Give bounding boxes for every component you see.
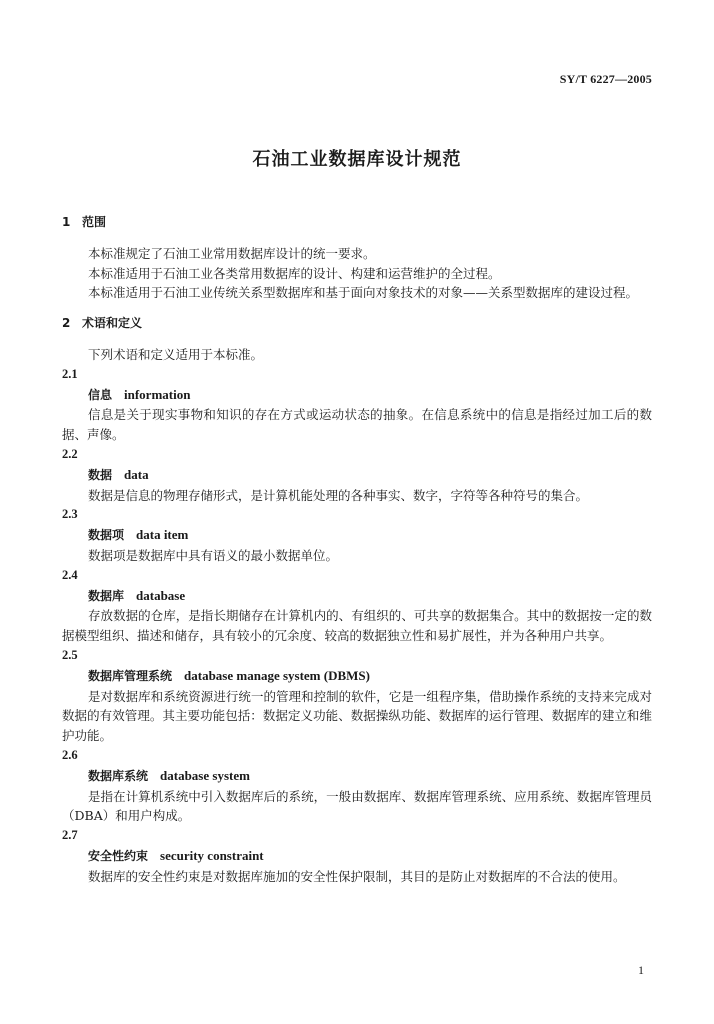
term-number: 2.6 xyxy=(62,747,78,762)
term-zh: 数据库 xyxy=(88,588,125,603)
term-definition: 存放数据的仓库，是指长期储存在计算机内的、有组织的、可共享的数据集合。其中的数据按一定的数据模型组织、描述和储存，具有较小的冗余度、较高的数据独立性和易扩展性，并为各种用户共享。 xyxy=(62,608,652,644)
term-en: database system xyxy=(160,767,250,783)
term-definition: 数据是信息的物理存储形式，是计算机能处理的各种事实、数字，字符等各种符号的集合。 xyxy=(88,487,589,503)
term-entry xyxy=(62,566,652,646)
document-body xyxy=(62,213,652,887)
section-heading xyxy=(62,314,652,334)
term-heading xyxy=(62,666,652,687)
section-number: 1 xyxy=(62,215,71,229)
term-heading xyxy=(62,385,652,406)
term-zh: 数据项 xyxy=(88,528,125,543)
term-en: data item xyxy=(136,527,189,543)
term-definition: 数据项是数据库中具有语义的最小数据单位。 xyxy=(88,547,339,563)
term-heading xyxy=(62,846,652,867)
term-entry xyxy=(62,746,652,826)
term-heading xyxy=(62,465,652,486)
term-zh: 数据库系统 xyxy=(88,768,149,783)
term-heading xyxy=(62,586,652,607)
paragraph: 本标准适用于石油工业传统关系型数据库和基于面向对象技术的对象——关系型数据库的建设过程。 xyxy=(88,285,639,301)
term-en: security constraint xyxy=(160,847,264,863)
term-en: data xyxy=(124,466,149,482)
term-heading xyxy=(62,525,652,546)
term-en: database manage system (DBMS) xyxy=(184,667,370,683)
term-definition: 数据库的安全性约束是对数据库施加的安全性保护限制，其目的是防止对数据库的不合法的使用。 xyxy=(88,868,626,884)
term-definition: 是对数据库和系统资源进行统一的管理和控制的软件，它是一组程序集，借助操作系统的支持来完成对数据的有效管理。其主要功能包括：数据定义功能、数据操纵功能、数据库的运行管理、数据库的建立和维护功能。 xyxy=(62,688,652,744)
section-title: 术语和定义 xyxy=(82,316,143,331)
term-en: information xyxy=(124,386,191,402)
paragraph: 本标准规定了石油工业常用数据库设计的统一要求。 xyxy=(88,245,376,261)
section-number: 2 xyxy=(62,316,71,331)
term-entry xyxy=(62,365,652,445)
term-entry xyxy=(62,646,652,746)
section-intro: 下列术语和定义适用于本标准。 xyxy=(88,346,264,362)
term-en: database xyxy=(136,587,186,603)
standard-code: SY/T 6227—2005 xyxy=(559,72,652,86)
term-number: 2.1 xyxy=(62,366,78,381)
term-definition: 信息是关于现实事物和知识的存在方式或运动状态的抽象。在信息系统中的信息是指经过加工后的数据、声像。 xyxy=(62,407,652,443)
term-number: 2.3 xyxy=(62,507,78,522)
section-heading xyxy=(62,213,652,233)
term-zh: 数据库管理系统 xyxy=(88,668,173,683)
paragraph: 本标准适用于石油工业各类常用数据库的设计、构建和运营维护的全过程。 xyxy=(88,265,501,281)
term-number: 2.7 xyxy=(62,828,78,843)
term-heading xyxy=(62,766,652,787)
term-zh: 数据 xyxy=(88,467,113,482)
term-zh: 信息 xyxy=(88,387,113,402)
term-entry xyxy=(62,826,652,886)
term-definition: 是指在计算机系统中引入数据库后的系统，一般由数据库、数据库管理系统、应用系统、数据库管理员（DBA）和用户构成。 xyxy=(62,788,652,824)
term-number: 2.4 xyxy=(62,567,78,582)
term-entry xyxy=(62,445,652,505)
term-entry xyxy=(62,505,652,565)
section-title: 范围 xyxy=(82,215,107,229)
document-title: 石油工业数据库设计规范 xyxy=(252,149,462,170)
term-number: 2.2 xyxy=(62,446,78,461)
term-zh: 安全性约束 xyxy=(88,848,149,863)
term-number: 2.5 xyxy=(62,647,78,662)
page-number: 1 xyxy=(638,963,644,977)
